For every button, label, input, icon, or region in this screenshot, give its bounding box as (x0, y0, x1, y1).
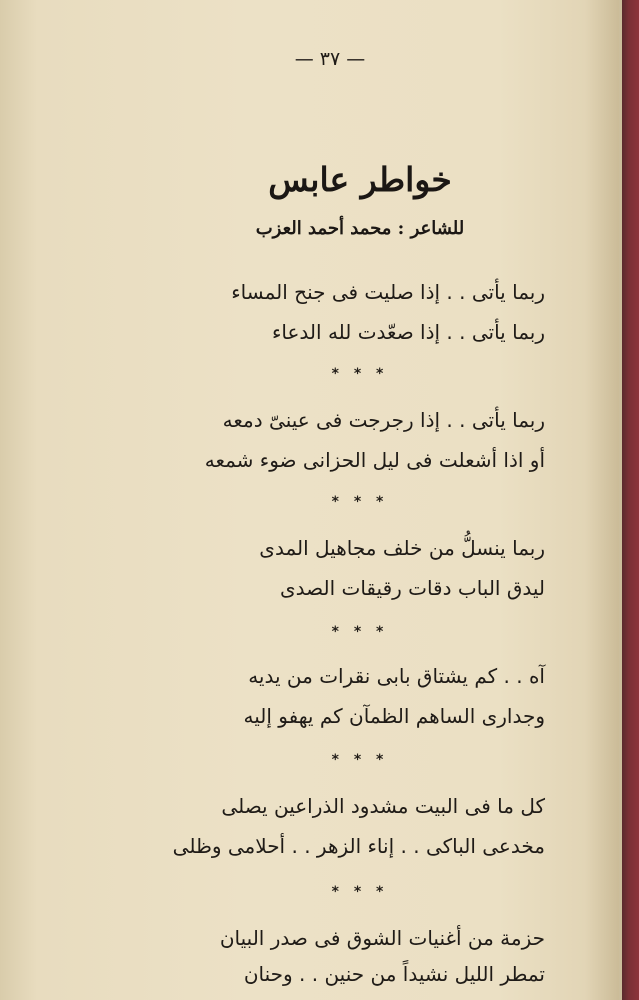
stanza-separator: * * * (331, 366, 389, 382)
stanza-separator: * * * (331, 884, 389, 900)
verse-line: ربما ينسلُّ من خلف مجاهيل المدى (259, 536, 545, 560)
page-number: — ٣٧ — (294, 48, 366, 70)
verse-line: تمطر الليل نشيداً من حنين . . وحنان (243, 962, 545, 986)
verse-line: وجدارى الساهم الظمآن كم يهفو إليه (243, 704, 545, 728)
verse-line: كل ما فى البيت مشدود الذراعين يصلى (221, 794, 545, 818)
verse-line: أو اذا أشعلت فى ليل الحزانى ضوء شمعه (204, 448, 545, 472)
verse-line: ربما يأتى . . إذا صليت فى جنح المساء (231, 280, 545, 304)
stanza-separator: * * * (331, 494, 389, 510)
verse-line: ربما يأتى . . إذا صعّدت لله الدعاء (272, 320, 545, 344)
verse-line: حزمة من أغنيات الشوق فى صدر البيان (219, 926, 545, 950)
verse-line: آه . . كم يشتاق بابى نقرات من يديه (248, 664, 545, 688)
poem-title: خواطر عابس (268, 160, 452, 199)
verse-line: ليدق الباب دقات رقيقات الصدى (279, 576, 545, 600)
verse-line: ربما يأتى . . إذا رجرجت فى عينىّ دمعه (222, 408, 545, 432)
stanza-separator: * * * (331, 752, 389, 768)
book-cover-edge (622, 0, 639, 1000)
stanza-separator: * * * (331, 624, 389, 640)
poem-byline: للشاعر : محمد أحمد العزب (255, 218, 465, 239)
verse-line: مخدعى الباكى . . إناء الزهر . . أحلامى وظلى (172, 834, 545, 858)
